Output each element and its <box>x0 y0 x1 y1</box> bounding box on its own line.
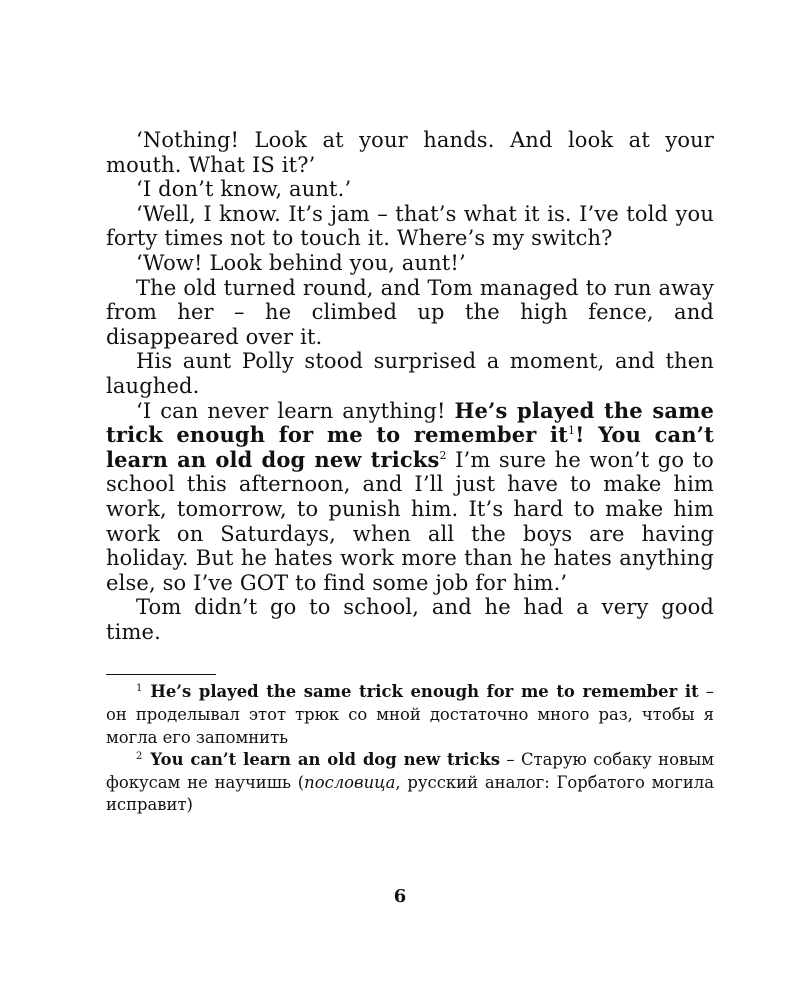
footnote <box>106 749 714 817</box>
paragraph: Tom didn’t go to school, and he had a very good time. <box>106 595 714 644</box>
footnote <box>106 681 714 749</box>
idiom-bold: He’s played the same trick enough for me to remember it <box>106 397 714 448</box>
footnote-text: – Старую собаку новым фокусам не научишь ( <box>106 750 714 792</box>
footnote-term: He’s played the same trick enough for me to remember it <box>150 682 699 702</box>
paragraph-text: ‘I can never learn anything! <box>136 398 455 423</box>
paragraph: ‘I don’t know, aunt.’ <box>136 177 352 202</box>
footnotes <box>106 681 714 817</box>
footnote-ref: 1 <box>568 424 576 438</box>
idiom-bold: You can’t learn an old dog new tricks <box>106 422 714 472</box>
paragraph: ‘Wow! Look behind you, aunt!’ <box>136 250 466 275</box>
paragraph <box>106 399 714 596</box>
footnote-number: 2 <box>136 750 143 762</box>
paragraph: His aunt Polly stood surprised a moment, and then laughed. <box>106 349 714 398</box>
footnote-divider <box>106 674 216 675</box>
footnote-text: – он проделывал этот трюк со мной достаточно много раз, чтобы я могла его запомнить <box>106 682 714 747</box>
book-page <box>106 128 714 817</box>
paragraph: ‘Well, I know. It’s jam – that’s what it is. I’ve told you forty times not to touch it. Where’s my switch? <box>106 201 714 251</box>
page-number: 6 <box>393 886 407 907</box>
paragraph: ‘Nothing! Look at your hands. And look at your mouth. What IS it?’ <box>106 128 714 177</box>
paragraph-text: I’m sure he won’t go to school this afternoon, and I’ll just have to make him work, tomorrow, to punish him. It’s hard to make him work on Saturdays, when all the boys are having holiday. But he hates work more than he hates anything else, so I’ve GOT to find some job for him.’ <box>106 447 714 595</box>
footnote-term: You can’t learn an old dog new tricks <box>150 750 500 770</box>
footnote-number: 1 <box>136 683 143 694</box>
paragraph: The old turned round, and Tom managed to run away from her – he climbed up the high fence, and disappeared over it. <box>106 275 714 349</box>
footnote-italic: пословица <box>304 772 396 792</box>
footnote-ref: 2 <box>439 448 447 462</box>
paragraph-text: ! <box>575 422 599 448</box>
footnote-text: , русский аналог: Горбатого могила исправит) <box>106 772 714 815</box>
main-text <box>106 128 714 644</box>
